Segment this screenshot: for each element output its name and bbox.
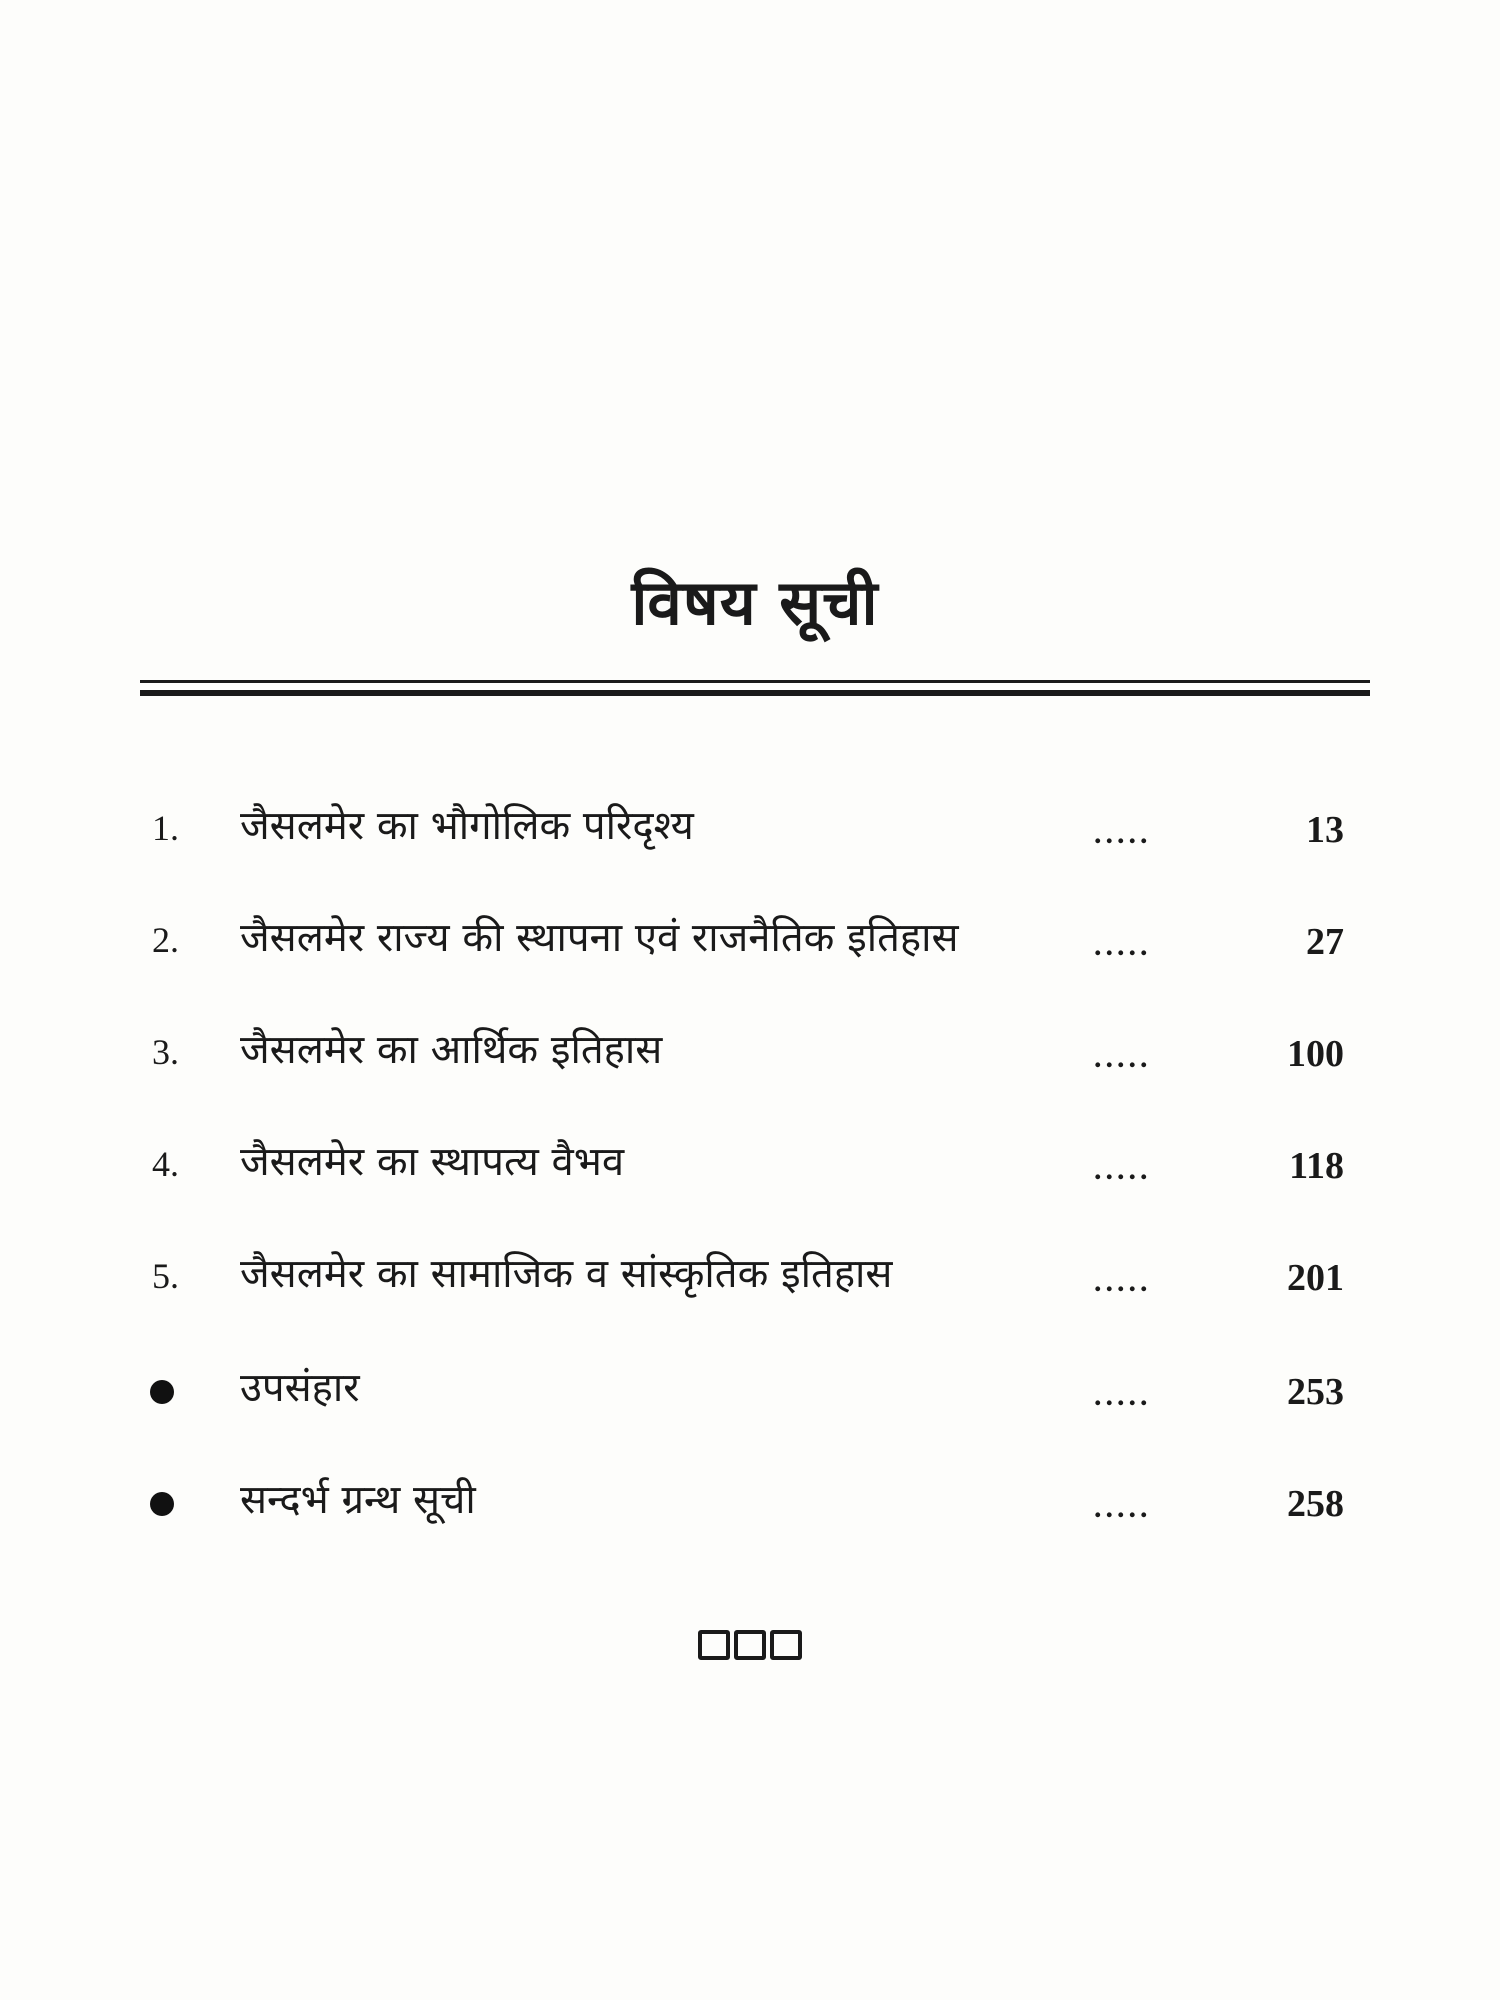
entry-page-number: 118	[1289, 1145, 1344, 1187]
bullet-icon	[150, 1492, 174, 1516]
square-outline-icon	[734, 1630, 766, 1660]
entry-page-number: 201	[1287, 1257, 1344, 1299]
square-outline-icon	[698, 1630, 730, 1660]
entry-page-number: 13	[1306, 809, 1344, 851]
entry-title: उपसंहार	[240, 1365, 360, 1411]
entry-number: 4.	[152, 1144, 179, 1184]
toc-entry-2[interactable]	[0, 902, 1500, 982]
entry-number: 3.	[152, 1032, 179, 1072]
entry-page-number: 253	[1287, 1371, 1344, 1413]
entry-page-number: 100	[1287, 1033, 1344, 1075]
end-ornament	[0, 1630, 1500, 1670]
toc-entry-3[interactable]	[0, 1014, 1500, 1094]
square-outline-icon	[770, 1630, 802, 1660]
dot-leader: .....	[1094, 817, 1152, 850]
entry-number: 5.	[152, 1256, 179, 1296]
toc-entry-5[interactable]	[0, 1238, 1500, 1318]
entry-title: जैसलमेर का आर्थिक इतिहास	[240, 1027, 663, 1073]
toc-entry-bibliography[interactable]	[0, 1464, 1500, 1544]
dot-leader: .....	[1094, 1491, 1152, 1524]
title-rule-thin	[140, 680, 1370, 683]
dot-leader: .....	[1094, 1265, 1152, 1298]
entry-title: जैसलमेर का स्थापत्य वैभव	[240, 1139, 625, 1185]
entry-page-number: 27	[1306, 921, 1344, 963]
entry-number: 2.	[152, 920, 179, 960]
entry-title: जैसलमेर का भौगोलिक परिदृश्य	[240, 803, 694, 849]
entry-title: सन्दर्भ ग्रन्थ सूची	[240, 1477, 476, 1523]
bullet-icon	[150, 1380, 174, 1404]
title-rule-thick	[140, 690, 1370, 696]
entry-title: जैसलमेर का सामाजिक व सांस्कृतिक इतिहास	[240, 1251, 893, 1297]
dot-leader: .....	[1094, 1153, 1152, 1186]
page-title: विषय सूची	[631, 566, 879, 639]
toc-entry-4[interactable]	[0, 1126, 1500, 1206]
dot-leader: .....	[1094, 1379, 1152, 1412]
entry-page-number: 258	[1287, 1483, 1344, 1525]
dot-leader: .....	[1094, 1041, 1152, 1074]
toc-entry-1[interactable]	[0, 790, 1500, 870]
entry-title: जैसलमेर राज्य की स्थापना एवं राजनैतिक इतिहास	[240, 915, 959, 961]
toc-entry-conclusion[interactable]	[0, 1352, 1500, 1432]
dot-leader: .....	[1094, 929, 1152, 962]
entry-number: 1.	[152, 808, 179, 848]
